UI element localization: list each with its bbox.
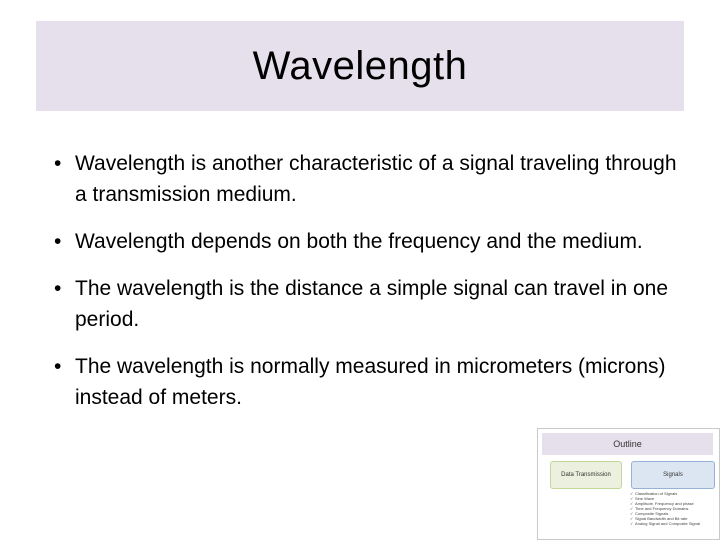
title-band <box>36 21 684 111</box>
bullet-item <box>36 148 684 210</box>
outline-thumbnail[interactable] <box>537 428 720 540</box>
thumbnail-data-transmission-box: Data Transmission <box>550 461 622 489</box>
thumbnail-topic: ✓ Classification of Signals <box>630 491 714 496</box>
bullet-text: Wavelength is another characteristic of a signal traveling through a transmission medium. <box>75 152 677 206</box>
bullet-item <box>36 226 684 257</box>
bullet-text: The wavelength is normally measured in micrometers (microns) instead of meters. <box>75 355 666 409</box>
thumbnail-signals-box: Signals <box>631 461 715 489</box>
bullet-marker: • <box>54 277 62 300</box>
thumbnail-topic: ✓ Time and Frequency Domains <box>630 506 714 511</box>
bullet-item <box>36 273 684 335</box>
slide-title: Wavelength <box>252 43 468 88</box>
thumbnail-topic: ✓ Signal Bandwidth and Bit rate <box>630 516 714 521</box>
bullet-text: The wavelength is the distance a simple signal can travel in one period. <box>75 277 669 331</box>
thumbnail-topic-list <box>630 491 714 526</box>
bullet-marker: • <box>54 230 62 253</box>
bullet-item <box>36 351 684 413</box>
thumbnail-topic: ✓ Amplitude, Frequency and phase <box>630 501 714 506</box>
thumbnail-topic: ✓ Composite Signals <box>630 511 714 516</box>
bullet-marker: • <box>54 152 62 175</box>
thumbnail-topic: ✓ Sine Wave <box>630 496 714 501</box>
bullet-text: Wavelength depends on both the frequency and the medium. <box>75 230 643 253</box>
thumbnail-topic: ✓ Analog Signal and Composite Signal <box>630 521 714 526</box>
thumbnail-title: Outline <box>542 433 713 455</box>
bullet-list <box>36 148 684 429</box>
bullet-marker: • <box>54 355 62 378</box>
